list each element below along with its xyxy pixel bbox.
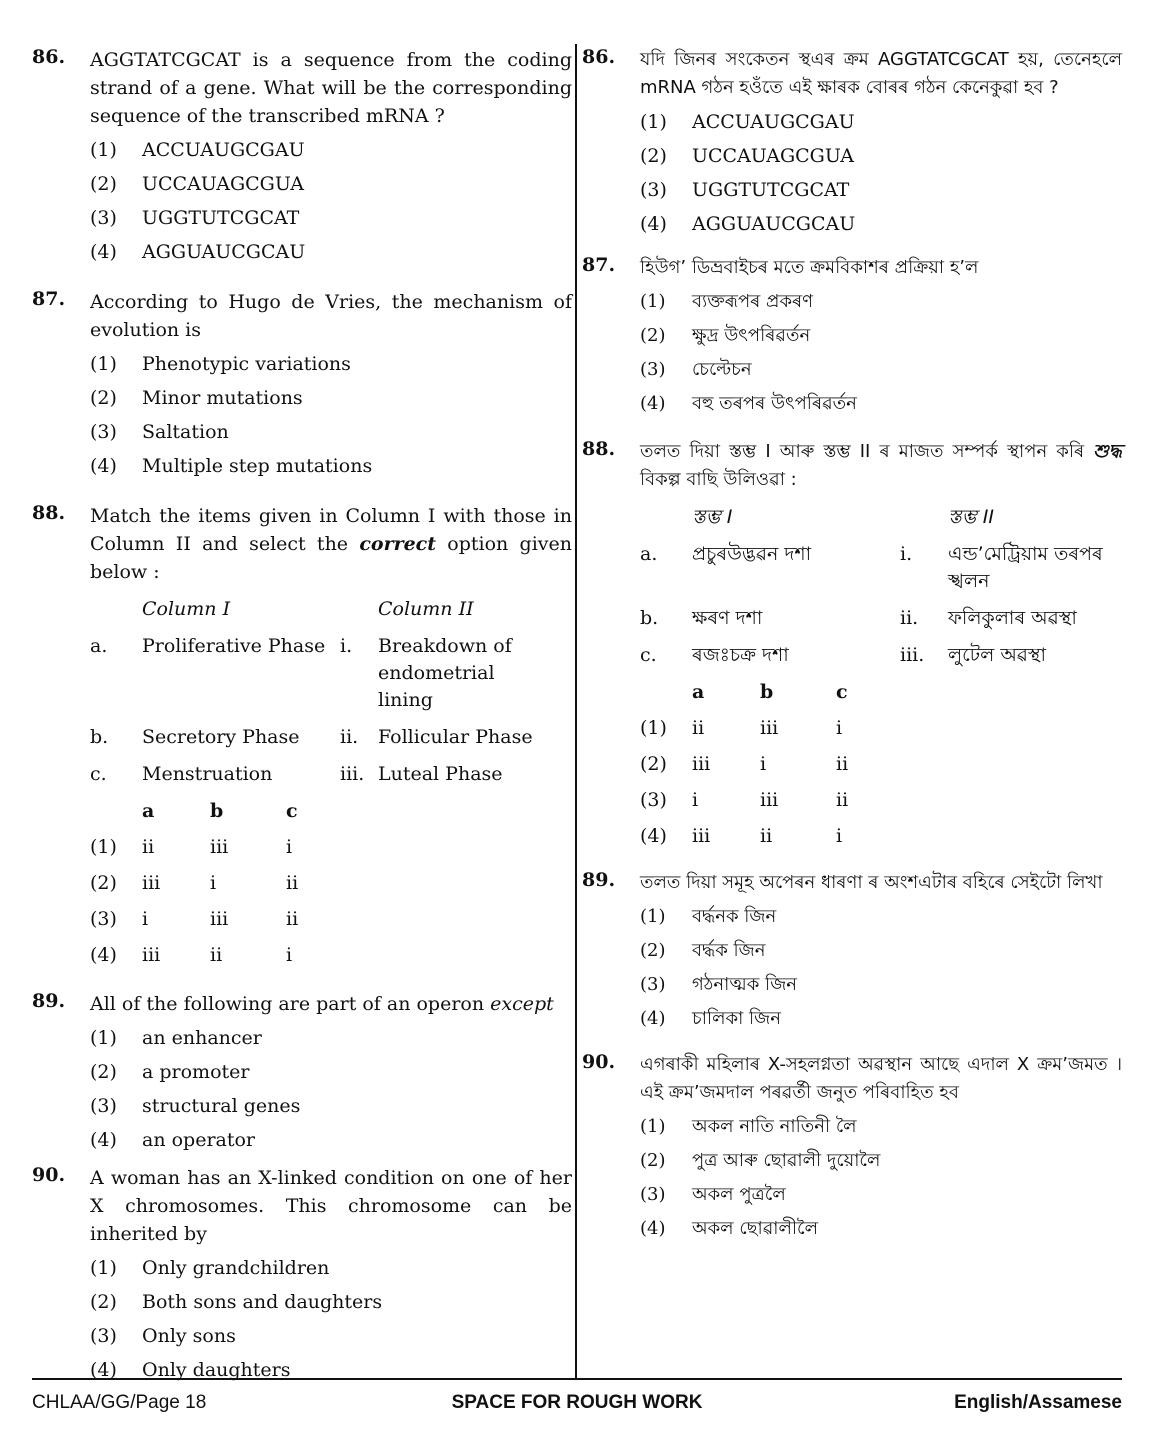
- match-row: a. Proliferative Phase i. Breakdown of endometrial lining: [90, 635, 512, 711]
- option-1[interactable]: (1) ব্যক্তৰূপৰ প্ৰকৰণ: [640, 291, 814, 312]
- language-label: English/Assamese: [954, 1392, 1122, 1413]
- question-number: 89.: [32, 990, 66, 1012]
- question-text: এগৰাকী মহিলাৰ X-সহলগ্নতা অৱস্থান আছে এদাল X ক্ৰম’জমত । এই ক্ৰম’জমদাল পৰৱৰ্তী জনুত পৰিবাহিত হব: [640, 1054, 1122, 1103]
- column-divider: [575, 44, 577, 1378]
- option-2[interactable]: (2) UCCAUAGCGUA: [90, 173, 305, 195]
- option-3[interactable]: (3) structural genes: [90, 1095, 301, 1117]
- question-number: 89.: [582, 869, 616, 891]
- match-row: c. Menstruation iii. Luteal Phase: [90, 763, 503, 785]
- column-ii-header: স্তম্ভ II: [948, 506, 994, 528]
- question-number: 88.: [32, 502, 66, 524]
- question-text: According to Hugo de Vries, the mechanism of evolution is: [90, 291, 572, 341]
- rough-work-label: SPACE FOR ROUGH WORK: [451, 1392, 703, 1413]
- option-1[interactable]: (1) বৰ্দ্ধনক জিন: [640, 906, 777, 927]
- option-4[interactable]: (4) iii ii i: [90, 944, 293, 966]
- option-4[interactable]: (4) অকল ছোৱালীলৈ: [640, 1218, 819, 1239]
- option-1[interactable]: (1) ii iii i: [640, 717, 843, 739]
- english-column: [32, 46, 572, 1384]
- question-number: 87.: [32, 288, 66, 310]
- match-row: a. প্ৰচুৰউদ্ভৱন দশা i. এন্ড’মেট্ৰিয়াম তৰপৰ স্খলন: [640, 543, 1103, 592]
- column-ii-header: Column II: [378, 598, 474, 620]
- question-88: [32, 502, 572, 968]
- page-code: CHLAA/GG/Page 18: [32, 1392, 207, 1413]
- question-number: 88.: [582, 438, 616, 460]
- option-1[interactable]: (1) Only grandchildren: [90, 1257, 330, 1279]
- option-2[interactable]: (2) বৰ্দ্ধক জিন: [640, 940, 766, 961]
- answer-grid: a b c (1) ii iii i (2) iii i ii (3) i iii ii (4) iii ii i: [90, 798, 572, 968]
- page-footer: [32, 1378, 1122, 1413]
- question-number: 86.: [582, 46, 616, 68]
- option-1[interactable]: (1) অকল নাতি নাতিনী লৈ: [640, 1116, 857, 1137]
- option-2[interactable]: (2) iii i ii: [90, 872, 299, 894]
- option-4[interactable]: (4) an operator: [90, 1129, 256, 1151]
- option-3[interactable]: (3) i iii ii: [640, 789, 849, 811]
- option-2[interactable]: (2) iii i ii: [640, 753, 849, 775]
- option-4[interactable]: (4) চালিকা জিন: [640, 1008, 782, 1029]
- option-1[interactable]: (1) ACCUAUGCGAU: [90, 139, 305, 161]
- question-86: [32, 46, 572, 266]
- option-1[interactable]: (1) an enhancer: [90, 1027, 262, 1049]
- option-3[interactable]: (3) চেল্টেচন: [640, 359, 752, 380]
- option-2[interactable]: (2) Both sons and daughters: [90, 1291, 383, 1313]
- question-number: 90.: [32, 1164, 66, 1186]
- question-90: [32, 1164, 572, 1384]
- match-row: b. ক্ষৰণ দশা ii. ফলিকুলাৰ অৱস্থা: [640, 607, 1077, 629]
- assamese-column: [582, 46, 1122, 1243]
- option-2[interactable]: (2) পুত্ৰ আৰু ছোৱালী দুয়োলৈ: [640, 1150, 881, 1171]
- question-89: [582, 869, 1122, 1033]
- match-table: [640, 504, 1122, 669]
- question-text: যদি জিনৰ সংকেতন স্থএৰ ক্ৰম AGGTATCGCAT হয়, তেনেহলে mRNA গঠন হওঁতে এই ক্ষাৰক বোৰৰ গঠন কেনেকুৱা হব ?: [640, 49, 1122, 98]
- option-4[interactable]: (4) iii ii i: [640, 825, 843, 847]
- question-text: Match the items given in Column I with those in Column II and select the correct option given below :: [90, 505, 573, 583]
- question-text: তলত দিয়া সমূহ অপেৰন ধাৰণা ৰ অংশএটাৰ বহিৰে সেইটো লিখা: [640, 872, 1103, 893]
- option-3[interactable]: (3) UGGTUTCGCAT: [90, 207, 300, 229]
- option-3[interactable]: (3) Only sons: [90, 1325, 236, 1347]
- option-3[interactable]: (3) গঠনাত্মক জিন: [640, 974, 798, 995]
- option-4[interactable]: (4) AGGUAUCGCAU: [90, 241, 306, 263]
- option-2[interactable]: (2) ক্ষুদ্ৰ উৎপৰিৱৰ্তন: [640, 325, 811, 346]
- match-row: b. Secretory Phase ii. Follicular Phase: [90, 726, 533, 748]
- question-text: হিউগ’ ডিভ্ৰবাইচৰ মতে ক্ৰমবিকাশৰ প্ৰক্ৰিয়া হ’ল: [640, 257, 979, 278]
- option-1[interactable]: (1) ii iii i: [90, 836, 293, 858]
- option-1[interactable]: (1) ACCUAUGCGAU: [640, 111, 855, 133]
- question-text: তলত দিয়া স্তম্ভ I আৰু স্তম্ভ II ৰ মাজত সম্পৰ্ক স্থাপন কৰি শুদ্ধ বিকল্প বাছি উলিওৱা :: [640, 441, 1122, 490]
- question-text: All of the following are part of an operon except: [90, 993, 554, 1015]
- option-4[interactable]: (4) বহু তৰপৰ উৎপৰিৱৰ্তন: [640, 393, 857, 414]
- question-87: [32, 288, 572, 480]
- question-87: [582, 254, 1122, 418]
- question-text: AGGTATCGCAT is a sequence from the coding strand of a gene. What will be the corresponding sequence of the transcribed mRNA ?: [90, 49, 572, 127]
- question-90: [582, 1051, 1122, 1243]
- question-89: [32, 990, 572, 1154]
- question-number: 90.: [582, 1051, 616, 1073]
- question-86: [582, 46, 1122, 238]
- column-i-header: স্তম্ভ I: [692, 506, 733, 528]
- option-2[interactable]: (2) Minor mutations: [90, 387, 303, 409]
- option-4[interactable]: (4) Only daughters: [90, 1359, 291, 1381]
- option-3[interactable]: (3) Saltation: [90, 421, 229, 443]
- option-3[interactable]: (3) UGGTUTCGCAT: [640, 179, 850, 201]
- option-4[interactable]: (4) Multiple step mutations: [90, 455, 373, 477]
- option-3[interactable]: (3) অকল পুত্ৰলৈ: [640, 1184, 786, 1205]
- question-88: [582, 438, 1122, 849]
- question-text: A woman has an X-linked condition on one of her X chromosomes. This chromosome can be inherited by: [90, 1167, 572, 1245]
- option-1[interactable]: (1) Phenotypic variations: [90, 353, 351, 375]
- option-3[interactable]: (3) i iii ii: [90, 908, 299, 930]
- option-4[interactable]: (4) AGGUAUCGCAU: [640, 213, 856, 235]
- column-i-header: Column I: [142, 598, 231, 620]
- question-number: 86.: [32, 46, 66, 68]
- match-row: c. ৰজঃচক্ৰ দশা iii. লুটেল অৱস্থা: [640, 644, 1047, 666]
- answer-grid: a b c (1) ii iii i (2) iii i ii (3) i iii ii (4) iii ii i: [640, 679, 1122, 849]
- question-number: 87.: [582, 254, 616, 276]
- match-table: [90, 596, 572, 788]
- option-2[interactable]: (2) UCCAUAGCGUA: [640, 145, 855, 167]
- option-2[interactable]: (2) a promoter: [90, 1061, 250, 1083]
